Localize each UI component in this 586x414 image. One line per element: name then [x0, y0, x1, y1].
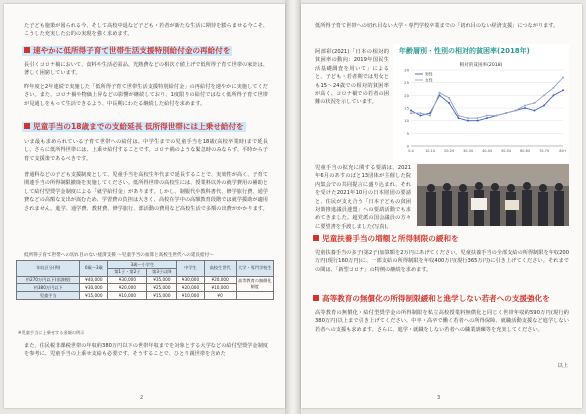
data-point: [448, 97, 450, 99]
x-tick-label: 30-34: [463, 149, 473, 153]
x-tick-label: 10-14: [425, 149, 435, 153]
section1-para1: 長引くコロナ禍において、食料や生活必需品、光熱費などの相次ぐ値上げで低所得子育て世帯の家計は、著しく困窮しています。: [24, 62, 268, 77]
left-page: [4, 4, 285, 408]
benefit-table: [16, 260, 274, 300]
x-tick-label: 40-44: [482, 149, 492, 153]
left-intro: た子ども施策が図られる今、そして高校中退など子ども・若者が新たな生活に期待を膨らませる今こそ、こうした充実した公的の実現を強く求めます。: [24, 23, 268, 38]
left-tail: また、住民税非課税世帯の年収約380万円以下の世帯年収までを対象とする大学などの給付型奨学金制度を参考に、児童手当の上乗せ支給も必要です。そうすることで、ひとり親世帯を含めた: [24, 343, 268, 358]
x-tick-label: 60-64: [520, 149, 530, 153]
legend-label: 男性: [425, 71, 433, 77]
section-heading-child-support: 児童扶養手当の増額と所得制限の緩和を: [313, 234, 459, 244]
data-point: [534, 102, 536, 104]
poverty-line-chart: [393, 60, 569, 160]
th-high: 高校生世代: [204, 261, 236, 277]
y-tick-label: 30: [404, 67, 409, 73]
data-point: [543, 94, 545, 96]
people-photo-icon: [417, 164, 569, 226]
data-point: [410, 112, 412, 114]
x-tick-label: 70-74: [539, 149, 549, 153]
series-line-1: [411, 78, 563, 119]
section1-para2: 昨年度と2年連続で実施した「低所得子育て世帯生活支援特別給付金」の再給付を速やかに実施してください。また、コロナ禍や物価上昇などの影響が継続しており、1度限りの給付ではなく低所得子育て世帯が見通しをもって生活できるよう、中長期にわたる継続した給付を求めます。: [24, 84, 268, 107]
data-point: [486, 117, 488, 119]
section-heading-child-allowance: 児童手当の18歳までの支給延長 低所得世帯には上乗せ給付を: [22, 122, 246, 132]
page-number-right: 3: [437, 394, 441, 401]
heading-square-icon: [24, 123, 30, 129]
section-heading-higher-education: 高等教育の無償化の所得制限緩和と進学しない若者への支援強化を: [313, 294, 550, 304]
heading-square-icon: [24, 47, 30, 53]
legend-label: 女性: [425, 77, 433, 83]
x-tick-label: 80+: [559, 149, 567, 153]
data-point: [477, 120, 479, 122]
y-tick-label: 0: [406, 143, 409, 149]
data-point: [524, 104, 526, 106]
section4-para: 高等教育の無償化・給付型奨学金の所得制限を私立高校授業料無償化と同じく世帯年収約590万円(現行約380万円)以上まで引き上げてください。中卒・高卒で働く若者への所得保障、就職活動支援など進学しない若者への支援も求めます。さらに、進学・就職をしない若者への職業訓練等を充実してください。: [315, 310, 569, 333]
th-income: 年収区分(例): [17, 261, 80, 277]
table-caption: 低所得子育て世帯への切れ目のない経済支援 ～児童手当の加算と高校生世代への延長給付～: [24, 253, 214, 258]
section3-para: 児童扶養手当の多子(第2子)加算額を2万円にあげてください。児童扶養手当の全部支給の所得制限を年収200万円(現行160万円)に、一部支給の所得制限を年収400万円(現行365万円)に引き上げてください。それまでの間は、「新型コロナ」の特例の継続を求めます。: [315, 250, 569, 273]
data-point: [467, 117, 469, 119]
data-point: [477, 117, 479, 119]
x-tick-label: 20-24: [444, 149, 454, 153]
chart-panel: [393, 44, 569, 162]
group-photo: [417, 164, 569, 226]
section2-para2: 普通科などの子ども支援制度として、児童手当を高校生年代まで延長することで、実効性が高く、子育て関連手当の所得制限撤廃を実施してください。低所得世帯の高校生には、授業料以外の就学費用の補助として給付型奨学金制度による「就学給付金」があります。しかし、制服代や教科書代、修学旅行費、通学費などの高額な支出が嵩むため、学習費の負担は大きく、高校在学中の高額教育段階では就学援助が適用されません。進学、通学費、教材費、修学旅行、部活動の費用など高校生活で多額の出費がかかります。: [24, 172, 268, 212]
data-point: [496, 115, 498, 117]
data-point: [562, 77, 564, 79]
th-third: 第3子以降: [147, 268, 177, 276]
after-chart-para: 児童手当の拡充に関する要請は、2021年6月のあすのばと13団体が主催した院内集会での共同提言に盛り込まれ、それを受けた2021年10月の日本財団の要請と、住民が支え合う「日本子どもの貧困対策推進議員連盟」への要請活動でも求めてきました。超党派の国会議員の方々に要望書を手渡しました(写真)。: [315, 165, 411, 230]
y-tick-label: 15: [404, 105, 409, 111]
y-tick-label: 25: [404, 80, 409, 86]
y-tick-label: 10: [404, 118, 409, 124]
data-point: [458, 115, 460, 117]
y-tick-label: 5: [406, 130, 409, 136]
end-mark: 以上: [557, 363, 568, 369]
table-row: 児童手当 ¥15,000 ¥10,000 ¥15,000 ¥10,000 ¥0: [17, 292, 274, 300]
chart-title: 相対的貧困率(2018): [459, 63, 503, 68]
heading-square-icon: [313, 295, 319, 301]
data-point: [410, 110, 412, 112]
data-point: [553, 87, 555, 89]
right-page: [301, 4, 582, 408]
table-row: 約270万円以下(非課税) ¥40,000 ¥30,000 ¥35,000 ¥30,000 ¥20,000 高等教育の無償化制度: [17, 276, 274, 284]
table-row: 約380万円以下 ¥30,000 ¥20,000 ¥25,000 ¥20,000 ¥10,000: [17, 284, 274, 292]
th-first-second: 第1子・第2子: [108, 268, 147, 276]
chart-heading: 年齢層別・性別の相対的貧困率(2018年): [399, 47, 530, 55]
heading-square-icon: [313, 235, 319, 241]
data-point: [429, 115, 431, 117]
data-point: [553, 94, 555, 96]
section-heading-special-benefit: 速やかに低所得子育て世帯生活支援特別給付金の再給付を: [22, 46, 232, 56]
merged-note-cell: 高等教育の無償化制度: [236, 276, 273, 292]
right-intro: 低所得子育て世帯への切れ目ない大学・専門学校卒業までの「切れ目のない経済支援」につながります。: [315, 23, 559, 29]
page-number-left: 2: [140, 394, 144, 401]
data-point: [448, 102, 450, 104]
y-tick-label: 20: [404, 92, 409, 98]
th-age-0-3: 0歳～3歳: [80, 261, 108, 277]
th-middle: 中学生: [177, 261, 204, 277]
book-gutter: [285, 0, 301, 414]
data-point: [562, 89, 564, 91]
data-point: [439, 92, 441, 94]
data-point: [543, 104, 545, 106]
data-point: [420, 115, 422, 117]
data-point: [524, 107, 526, 109]
data-point: [467, 120, 469, 122]
x-tick-label: 50-54: [501, 149, 511, 153]
x-tick-label: 0-4: [408, 149, 414, 153]
data-point: [486, 115, 488, 117]
section2-para1: いま最も求められている子育て世帯への給付は、中学生までの児童手当を18歳(高校卒業時)まで延長し、さらに低所得世帯には、上乗せ給付することです。コロナ禍のような緊急時のみならず、平時から子育て支援策であるべきです。: [24, 139, 268, 162]
data-point: [515, 110, 517, 112]
th-age-3-elem: 3歳～小学生: [108, 261, 177, 269]
citation-para: 阿部彩(2021)「日本の相対的貧困率の動向：2019年国民生活基礎調査を用いて」によると、子ども・若者期では男女とも15～24歳での相対的貧困率が高く、コロナ禍での若者の困難の状況を示しています。: [315, 49, 389, 106]
th-univ: 大学・専門学校生: [236, 261, 273, 277]
table-note: ※児童手当に上乗せする金額の例示: [18, 330, 85, 335]
data-point: [505, 112, 507, 114]
data-point: [420, 112, 422, 114]
data-point: [458, 117, 460, 119]
data-point: [534, 110, 536, 112]
